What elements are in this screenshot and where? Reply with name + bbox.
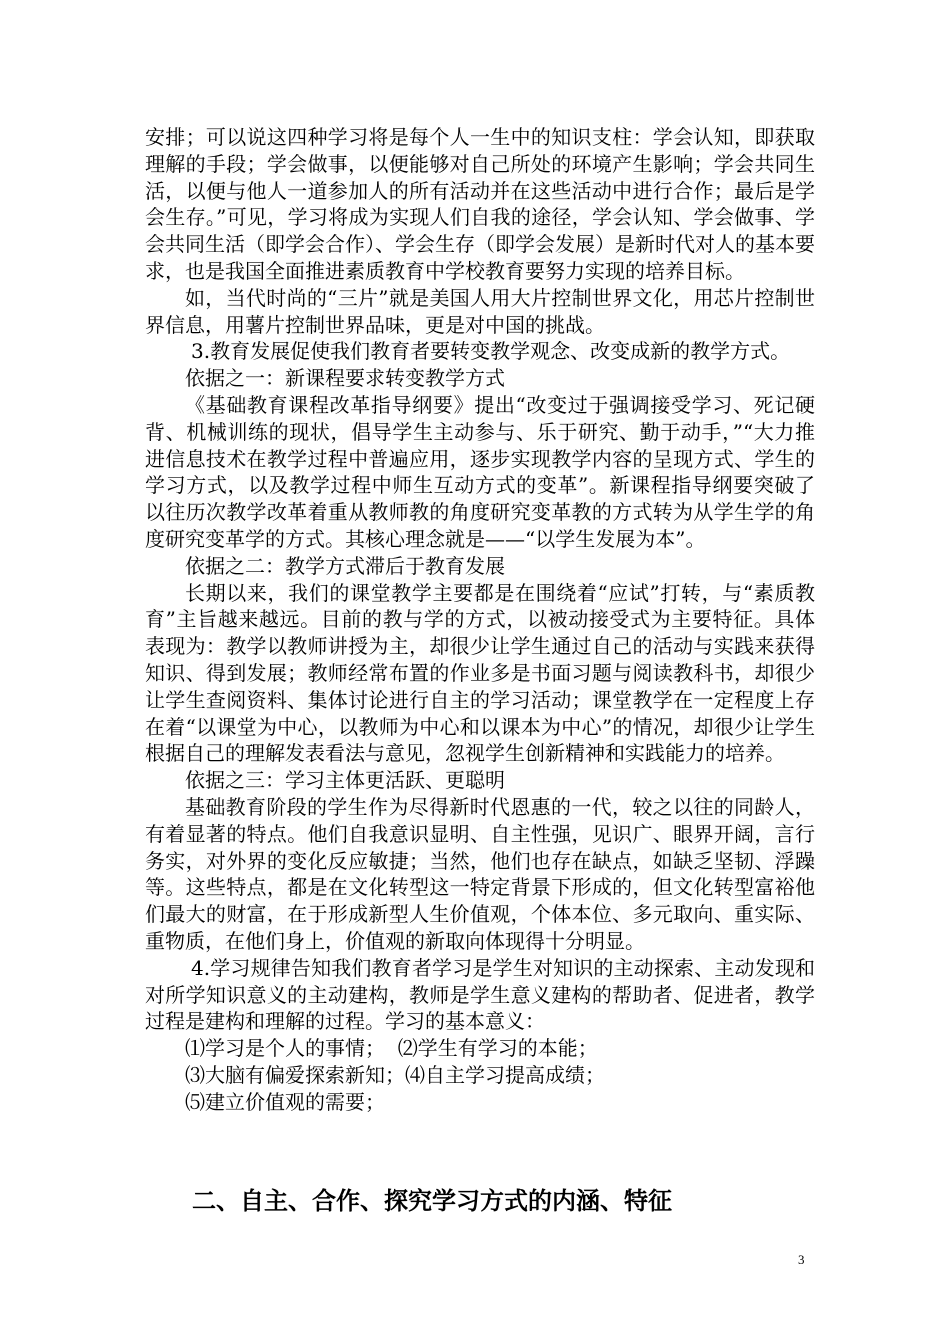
subheading-basis-1: 依据之一：新课程要求转变教学方式 <box>185 366 505 391</box>
paragraph-three-chips: 如，当代时尚的“三片”就是美国人用大片控制世界文化，用芯片控制世界信息，用薯片控制世界品味，更是对中国的挑战。 <box>145 285 815 337</box>
paragraph-students: 基础教育阶段的学生作为尽得新时代恩惠的一代，较之以往的同龄人，有着显著的特点。他们自我意识显明、自主性强，见识广、眼界开阔，言行务实，对外界的变化反应敏捷；当然，他们也存在缺点，如缺乏坚韧、浮躁等。这些特点，都是在文化转型这一特定背景下形成的，但文化转型富裕他们最大的财富，在于形成新型人生价值观，个体本位、多元取向、重实际、重物质，在他们身上，价值观的新取向体现得十分明显。 <box>145 794 815 953</box>
list-item: ⑸建立价值观的需要； <box>185 1089 385 1114</box>
paragraph-point-3: 3.教育发展促使我们教育者要转变教学观念、改变成新的教学方式。 <box>191 339 791 364</box>
paragraph-four-pillars: 安排；可以说这四种学习将是每个人一生中的知识支柱：学会认知，即获取理解的手段；学会做事，以便能够对自己所处的环境产生影响；学会共同生活，以便与他人一道参加人的所有活动并在这些活动中进行合作；最后是学会生存。”可见，学习将成为实现人们自我的途径，学会认知、学会做事、学会共同生活（即学会合作）、学会生存（即学会发展）是新时代对人的基本要求，也是我国全面推进素质教育中学校教育要努力实现的培养目标。 <box>145 125 815 283</box>
list-item: ⑶大脑有偏爱探索新知；⑷自主学习提高成绩； <box>185 1062 605 1087</box>
paragraph-point-4: 4.学习规律告知我们教育者学习是学生对知识的主动探索、主动发现和对所学知识意义的主动建构，教师是学生意义建构的帮助者、促进者，教学过程是建构和理解的过程。学习的基本意义： <box>145 955 815 1034</box>
section-heading: 二、自主、合作、探究学习方式的内涵、特征 <box>192 1187 672 1215</box>
list-item: ⑴学习是个人的事情； ⑵学生有学习的本能； <box>185 1036 598 1061</box>
page-number: 3 <box>798 1252 805 1267</box>
paragraph-curriculum-outline: 《基础教育课程改革指导纲要》提出“改变过于强调接受学习、死记硬背、机械训练的现状，倡导学生主动参与、乐于研究、勤于动手，”“大力推进信息技术在教学过程中普遍应用，逐步实现教学内容的呈现方式、学生的学习方式，以及教学过程中师生互动方式的变革”。新课程指导纲要突破了以往历次教学改革着重从教师教的角度研究变革教的方式转为从学生学的角度研究变革学的方式。其核心理念就是——“以学生发展为本”。 <box>145 392 815 551</box>
body-text <box>145 124 815 1115</box>
paragraph-classroom-teaching: 长期以来，我们的课堂教学主要都是在围绕着“应试”打转，与“素质教育”主旨越来越远。目前的教与学的方式，以被动接受式为主要特征。具体表现为：教学以教师讲授为主，却很少让学生通过自己的活动与实践来获得知识、得到发展；教师经常布置的作业多是书面习题与阅读教科书，却很少让学生查阅资料、集体讨论进行自主的学习活动；课堂教学在一定程度上存在着“以课堂为中心，以教师为中心和以课本为中心”的情况，却很少让学生根据自己的理解发表看法与意见，忽视学生创新精神和实践能力的培养。 <box>145 580 815 766</box>
subheading-basis-3: 依据之三：学习主体更活跃、更聪明 <box>185 768 505 793</box>
subheading-basis-2: 依据之二：教学方式滞后于教育发展 <box>185 553 505 578</box>
learning-meaning-list <box>145 1035 815 1115</box>
